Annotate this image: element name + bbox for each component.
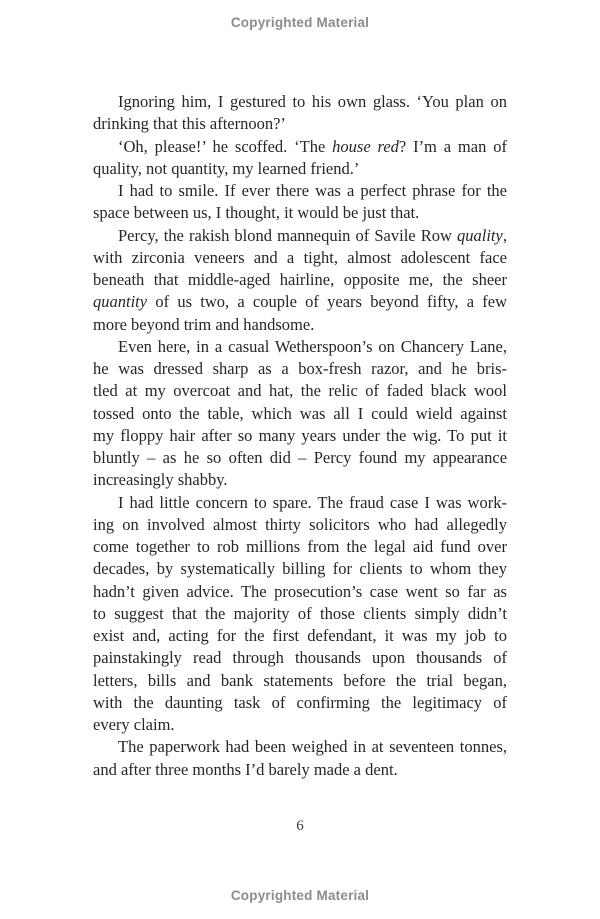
text-line: decades, by systematically billing for clients to whom they <box>93 559 507 579</box>
text-line: he was dressed sharp as a box-fresh razor, and he bris- <box>93 359 507 378</box>
text-line: Ignoring him, I gestured to his own glass. ‘You plan on <box>118 92 507 111</box>
text-line: space between us, I thought, it would be just that. <box>93 203 420 223</box>
text-line: and after three months I’d barely made a dent. <box>93 759 398 779</box>
text-line: letters, bills and bank statements before the trial began, <box>93 670 507 690</box>
text-line: ing on involved almost thirty solicitors who had allegedly <box>93 514 508 534</box>
text-line: quality, not quantity, my learned friend.’ <box>93 158 360 178</box>
text-line: painstakingly read through thousands upon thousands of <box>93 648 508 668</box>
text-line: bluntly – as he so often did – Percy found my appearance <box>93 448 508 467</box>
text-line: drinking that this afternoon?’ <box>93 114 286 134</box>
text-line: Even here, in a casual Wetherspoon’s on Chancery Lane, <box>118 336 507 356</box>
text-line: increasingly shabby. <box>93 470 228 490</box>
text-line: The paperwork had been weighed in at seventeen tonnes, <box>118 737 507 757</box>
copyright-notice-top: Copyrighted Material <box>230 15 370 30</box>
text-line: tossed onto the table, which was all I could wield against <box>93 403 508 423</box>
text-line: tled at my overcoat and hat, the relic of faded black wool <box>93 381 507 401</box>
text-line: more beyond trim and handsome. <box>93 314 315 334</box>
text-line: exist and, acting for the first defendant, it was my job to <box>93 626 508 645</box>
text-line: my floppy hair after so many years under the wig. To put it <box>93 425 508 445</box>
text-line: I had little concern to spare. The fraud case I was work- <box>118 492 507 512</box>
page-number: 6 <box>296 818 304 834</box>
text-line: to suggest that the majority of those clients simply didn’t <box>93 603 508 623</box>
text-line: with zirconia veneers and a tight, almost adolescent face <box>93 247 507 267</box>
text-line: with the daunting task of confirming the legitimacy of <box>93 692 507 712</box>
body-text <box>93 91 507 781</box>
copyright-notice-bottom: Copyrighted Material <box>230 888 370 903</box>
text-line: beneath that middle-aged hairline, opposite me, the sheer <box>93 270 507 289</box>
text-line: Percy, the rakish blond mannequin of Savile Row quality, <box>118 225 507 245</box>
text-line: come together to rob millions from the legal aid fund over <box>93 537 507 556</box>
text-line: every claim. <box>93 715 175 734</box>
text-line: I had to smile. If ever there was a perfect phrase for the <box>118 181 507 200</box>
text-line: quantity of us two, a couple of years beyond fifty, a few <box>93 292 508 312</box>
text-line: hadn’t given advice. The prosecution’s case went so far as <box>93 581 507 601</box>
text-line: ‘Oh, please!’ he scoffed. ‘The house red? I’m a man of <box>118 136 507 156</box>
